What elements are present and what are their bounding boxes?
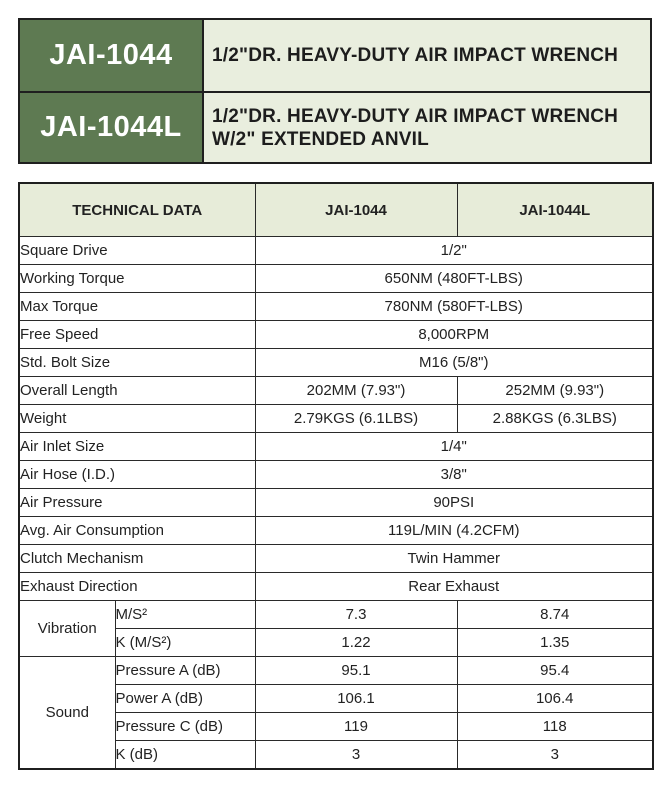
row-value-model-a: 1.22 [255, 629, 457, 657]
table-row [19, 293, 653, 321]
table-row [19, 657, 653, 685]
row-value: M16 (5/8") [255, 349, 653, 377]
row-value: 780NM (580FT-LBS) [255, 293, 653, 321]
table-row [19, 629, 653, 657]
table-row [19, 321, 653, 349]
row-value-model-a: 3 [255, 741, 457, 770]
group-label-vibration: Vibration [19, 601, 115, 657]
row-label: Max Torque [19, 293, 255, 321]
description-line: W/2" EXTENDED ANVIL [212, 128, 429, 150]
row-value: 650NM (480FT-LBS) [255, 265, 653, 293]
row-value-model-a: 7.3 [255, 601, 457, 629]
sub-label: K (dB) [115, 741, 255, 770]
table-row [19, 545, 653, 573]
header-row-jai-1044l [20, 93, 650, 162]
row-value-model-a: 106.1 [255, 685, 457, 713]
model-code: JAI-1044L [20, 93, 202, 162]
row-value: 90PSI [255, 489, 653, 517]
technical-data-table [18, 182, 654, 770]
table-row [19, 489, 653, 517]
row-value-model-b: 2.88KGS (6.3LBS) [457, 405, 653, 433]
sub-label: Power A (dB) [115, 685, 255, 713]
row-value-model-a: 202MM (7.93") [255, 377, 457, 405]
row-value-model-b: 3 [457, 741, 653, 770]
row-label: Exhaust Direction [19, 573, 255, 601]
row-value-model-b: 8.74 [457, 601, 653, 629]
header-model-a: JAI-1044 [255, 183, 457, 237]
table-row [19, 741, 653, 770]
table-row [19, 405, 653, 433]
description-line: 1/2"DR. HEAVY-DUTY AIR IMPACT WRENCH [212, 45, 619, 66]
model-code: JAI-1044 [20, 20, 202, 91]
model-description [204, 93, 650, 162]
row-label: Air Hose (I.D.) [19, 461, 255, 489]
row-value-model-a: 95.1 [255, 657, 457, 685]
sub-label: Pressure A (dB) [115, 657, 255, 685]
row-value-model-a: 119 [255, 713, 457, 741]
row-value: 8,000RPM [255, 321, 653, 349]
table-row [19, 713, 653, 741]
table-row [19, 349, 653, 377]
description-lines [212, 105, 618, 151]
sub-label: Pressure C (dB) [115, 713, 255, 741]
table-row [19, 601, 653, 629]
row-value-model-b: 106.4 [457, 685, 653, 713]
table-row [19, 517, 653, 545]
row-label: Air Inlet Size [19, 433, 255, 461]
row-value-model-b: 252MM (9.93") [457, 377, 653, 405]
row-label: Overall Length [19, 377, 255, 405]
row-label: Weight [19, 405, 255, 433]
product-header [18, 18, 652, 164]
row-value: 1/4" [255, 433, 653, 461]
row-value-model-b: 1.35 [457, 629, 653, 657]
table-row [19, 461, 653, 489]
row-value: Rear Exhaust [255, 573, 653, 601]
table-row [19, 685, 653, 713]
header-technical-data: TECHNICAL DATA [19, 183, 255, 237]
row-label: Air Pressure [19, 489, 255, 517]
row-label: Clutch Mechanism [19, 545, 255, 573]
row-value-model-b: 118 [457, 713, 653, 741]
table-header-row [19, 183, 653, 237]
header-row-jai-1044 [20, 20, 650, 91]
table-row [19, 237, 653, 265]
row-value-model-b: 95.4 [457, 657, 653, 685]
group-label-sound: Sound [19, 657, 115, 770]
row-label: Avg. Air Consumption [19, 517, 255, 545]
table-row [19, 433, 653, 461]
row-value: 119L/MIN (4.2CFM) [255, 517, 653, 545]
description-line: 1/2"DR. HEAVY-DUTY AIR IMPACT WRENCH [212, 105, 619, 127]
row-value: 3/8" [255, 461, 653, 489]
row-label: Std. Bolt Size [19, 349, 255, 377]
row-label: Free Speed [19, 321, 255, 349]
model-description [204, 20, 650, 91]
row-value-model-a: 2.79KGS (6.1LBS) [255, 405, 457, 433]
row-label: Working Torque [19, 265, 255, 293]
row-value: Twin Hammer [255, 545, 653, 573]
table-row [19, 377, 653, 405]
row-label: Square Drive [19, 237, 255, 265]
table-row [19, 265, 653, 293]
table-row [19, 573, 653, 601]
row-value: 1/2" [255, 237, 653, 265]
sub-label: M/S² [115, 601, 255, 629]
header-model-b: JAI-1044L [457, 183, 653, 237]
sub-label: K (M/S²) [115, 629, 255, 657]
